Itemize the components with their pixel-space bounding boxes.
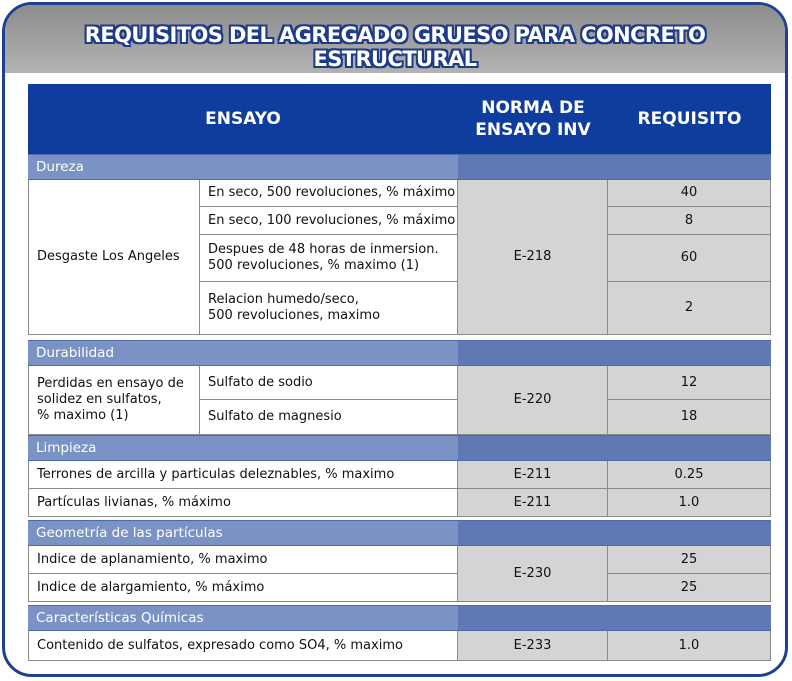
condition-row (200, 235, 458, 282)
test-solidez (28, 366, 200, 435)
section-geometria: Geometría de las partículas (28, 520, 458, 546)
condition-line: 500 revoluciones, % maximo (1) (208, 258, 420, 273)
header-norma-line1: NORMA DE (481, 98, 585, 118)
value-cell: 0.25 (608, 461, 771, 489)
table-frame (2, 2, 788, 677)
header-requisito: REQUISITO (608, 84, 771, 154)
header-norma-line2: ENSAYO INV (475, 120, 591, 140)
norma-cell: E-218 (458, 180, 608, 335)
test-line: Perdidas en ensayo de (37, 376, 184, 391)
condition-row: En seco, 100 revoluciones, % máximo (200, 207, 458, 235)
value-cell: 18 (608, 400, 771, 435)
section-durabilidad: Durabilidad (28, 340, 458, 366)
value-cell: 25 (608, 574, 771, 602)
norma-cell: E-211 (458, 489, 608, 517)
condition-row: En seco, 500 revoluciones, % máximo (200, 180, 458, 207)
value-cell: 8 (608, 207, 771, 235)
condition-line: 500 revoluciones, maximo (208, 308, 381, 323)
test-row: Contenido de sulfatos, expresado como SO4, % maximo (28, 631, 458, 661)
section-limpieza-fill (458, 435, 771, 461)
header-ensayo: ENSAYO (28, 84, 458, 154)
value-cell: 40 (608, 180, 771, 207)
page-title: REQUISITOS DEL AGREGADO GRUESO PARA CONCRETO ESTRUCTURAL (84, 23, 706, 71)
condition-row: Sulfato de magnesio (200, 400, 458, 435)
condition-line: Relacion humedo/seco, (208, 292, 359, 307)
test-desgaste: Desgaste Los Angeles (28, 180, 200, 335)
value-cell: 60 (608, 235, 771, 282)
norma-cell: E-211 (458, 461, 608, 489)
header-norma (458, 84, 608, 154)
test-line: solidez en sulfatos, (37, 392, 162, 407)
value-cell: 25 (608, 546, 771, 574)
section-quimicas: Características Químicas (28, 605, 458, 631)
test-row: Indice de alargamiento, % máximo (28, 574, 458, 602)
norma-cell: E-233 (458, 631, 608, 661)
value-cell: 1.0 (608, 489, 771, 517)
norma-cell: E-230 (458, 546, 608, 602)
section-geometria-fill (458, 520, 771, 546)
condition-row: Sulfato de sodio (200, 366, 458, 400)
condition-row (200, 282, 458, 335)
test-row: Indice de aplanamiento, % maximo (28, 546, 458, 574)
section-quimicas-fill (458, 605, 771, 631)
test-line: % maximo (1) (37, 408, 129, 423)
section-durabilidad-fill (458, 340, 771, 366)
value-cell: 1.0 (608, 631, 771, 661)
section-limpieza: Limpieza (28, 435, 458, 461)
test-row: Terrones de arcilla y particulas deleznables, % maximo (28, 461, 458, 489)
section-dureza: Dureza (28, 154, 458, 180)
value-cell: 2 (608, 282, 771, 335)
norma-cell: E-220 (458, 366, 608, 435)
condition-line: Despues de 48 horas de inmersion. (208, 242, 439, 257)
test-row: Partículas livianas, % máximo (28, 489, 458, 517)
section-dureza-fill (458, 154, 771, 180)
title-bar (5, 5, 785, 73)
value-cell: 12 (608, 366, 771, 400)
